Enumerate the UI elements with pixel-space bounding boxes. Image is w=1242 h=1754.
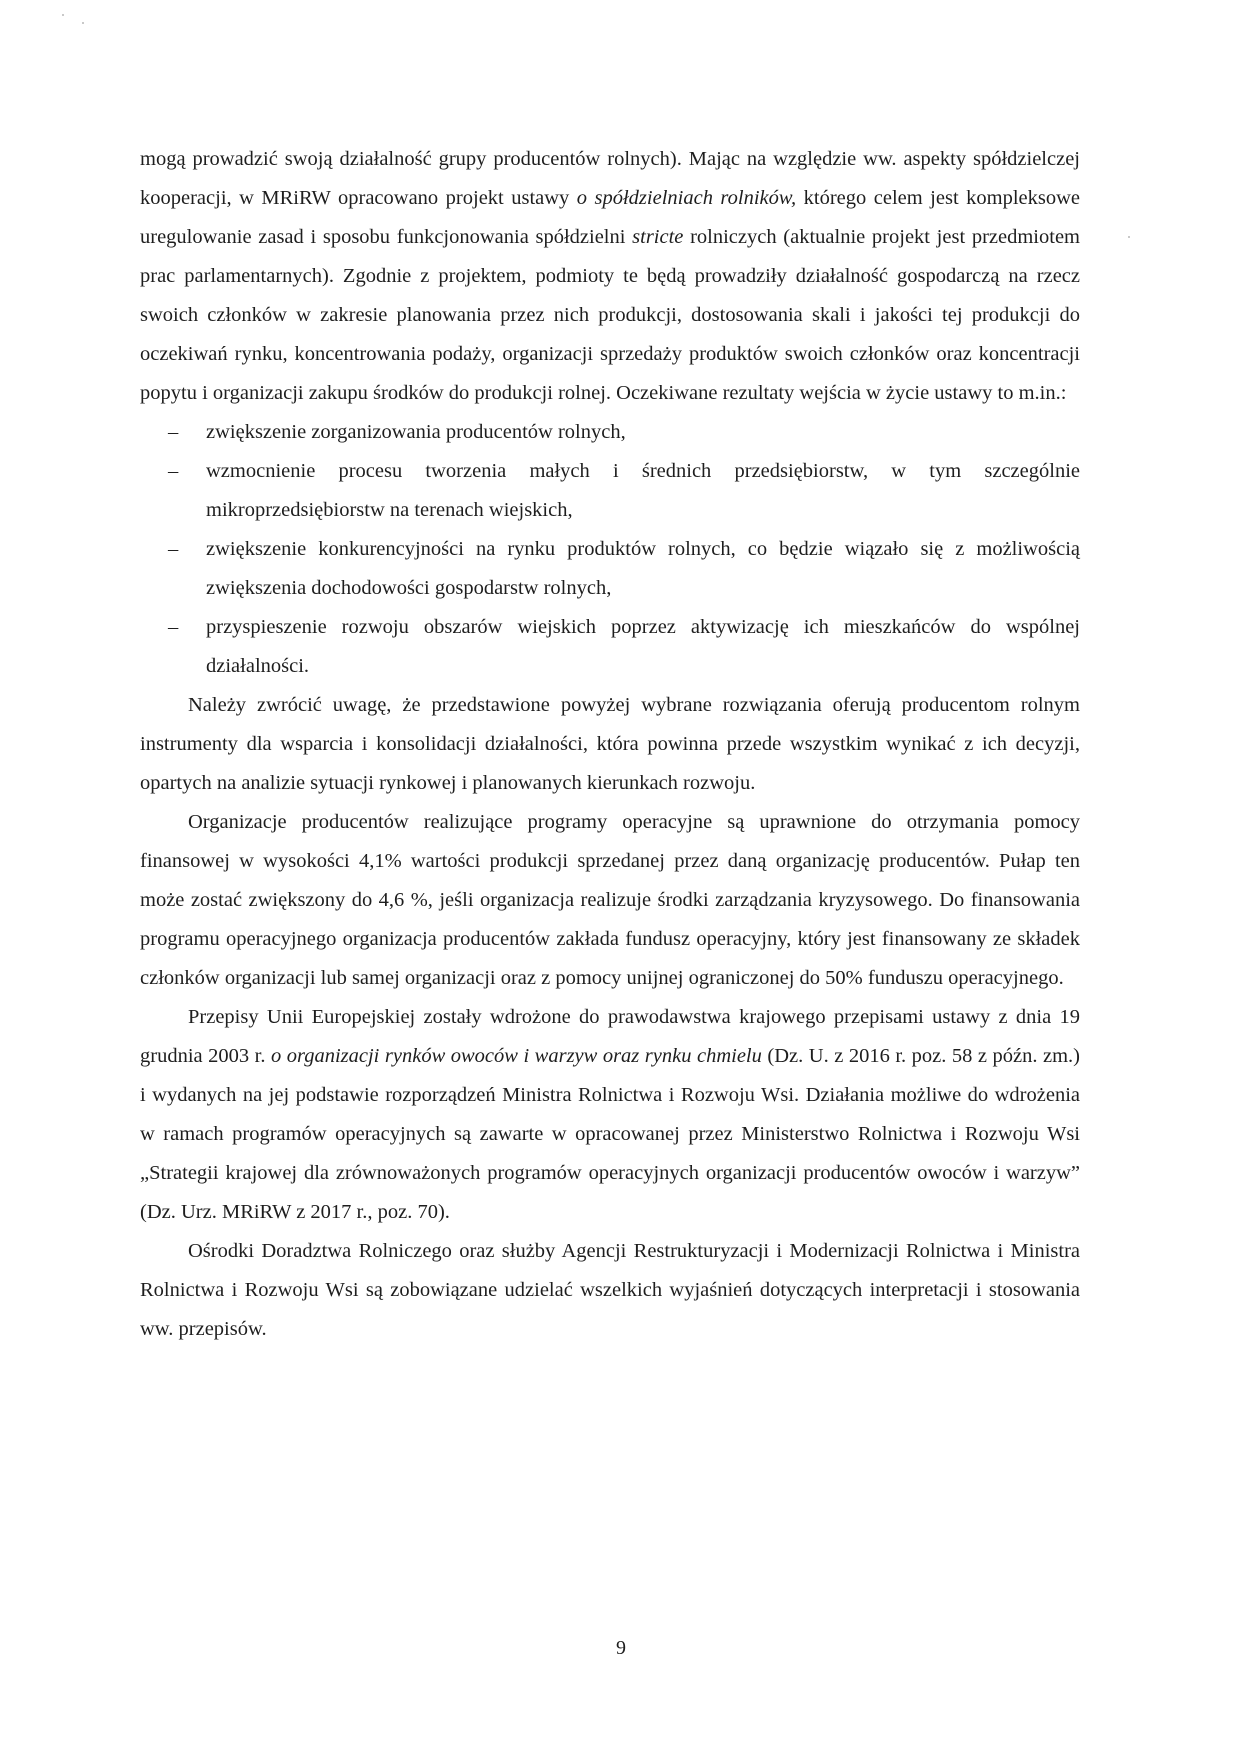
list-item: – zwiększenie zorganizowania producentów rolnych, [140,413,1080,452]
dash-marker: – [168,421,179,443]
paragraph-financial-aid: Organizacje producentów realizujące programy operacyjne są uprawnione do otrzymania pomocy finansowej w wysokości 4,1% wartości produkcji sprzedanej przez daną organizację producentów. Pułap ten może zostać zwiększony do 4,6 %, jeśli organizacja realizuje środki zarządzania kryzysowego. Do finansowania programu operacyjnego organizacja producentów zakłada fundusz operacyjny, który jest finansowany ze składek członków organizacji lub samej organizacji oraz z pomocy unijnej ograniczonej do 50% funduszu operacyjnego. [140,811,1080,989]
paragraph-instruments: Należy zwrócić uwagę, że przedstawione powyżej wybrane rozwiązania oferują producentom rolnym instrumenty dla wsparcia i konsolidacji działalności, która powinna przede wszystkim wynikać z ich decyzji, opartych na analizie sytuacji rynkowej i planowanych kierunkach rozwoju. [140,694,1080,794]
scan-speck [82,22,84,24]
act-title: o organizacji rynków owoców i warzyw oraz rynku chmielu [270,1045,762,1067]
paragraph-eu-regulations: Przepisy Unii Europejskiej zostały wdrożone do prawodawstwa krajowego przepisami ustawy z dnia 19 grudnia 2003 r. o organizacji rynków owoców i warzyw oraz rynku chmielu (Dz. U. z 2016 r. poz. 58 z późn. zm.) i wydanych na jej podstawie rozporządzeń Ministra Rolnictwa i Rozwoju Wsi. Działania możliwe do wdrożenia w ramach programów operacyjnych są zawarte w opracowanej przez Ministerstwo Rolnictwa i Rozwoju Wsi „Strategii krajowej dla zrównoważonych programów operacyjnych organizacji producentów owoców i warzyw” (Dz. Urz. MRiRW z 2017 r., poz. 70). [140,1006,1081,1223]
dash-marker: – [168,460,179,482]
paragraph-advisory: Ośrodki Doradztwa Rolniczego oraz służby Agencji Restrukturyzacji i Modernizacji Rolnictwa i Ministra Rolnictwa i Rozwoju Wsi są zobowiązane udzielać wszelkich wyjaśnień dotyczących interpretacji i stosowania ww. przepisów. [140,1240,1080,1340]
page-number: 9 [616,1637,626,1659]
scan-speck [1128,236,1130,238]
bill-title: o spółdzielniach rolników, [576,187,797,209]
document-body [140,140,1080,1349]
dash-marker: – [168,538,179,560]
scan-speck [62,14,64,16]
list-item: – zwiększenie konkurencyjności na rynku produktów rolnych, co będzie wiązało się z możliwością zwiększenia dochodowości gospodarstw rolnych, [140,530,1080,608]
latin-term: stricte [632,226,684,248]
dash-marker: – [168,616,179,638]
paragraph-cooperatives: mogą prowadzić swoją działalność grupy producentów rolnych). Mając na względzie ww. aspekty spółdzielczej kooperacji, w MRiRW opracowano projekt ustawy o spółdzielniach rolników, którego celem jest kompleksowe uregulowanie zasad i sposobu funkcjonowania spółdzielni stricte rolniczych (aktualnie projekt jest przedmiotem prac parlamentarnych). Zgodnie z projektem, podmioty te będą prowadziły działalność gospodarczą na rzecz swoich członków w zakresie planowania przez nich produkcji, dostosowania skali i jakości tej produkcji do oczekiwań rynku, koncentrowania podaży, organizacji sprzedaży produktów swoich członków oraz koncentracji popytu i organizacji zakupu środków do produkcji rolnej. Oczekiwane rezultaty wejścia w życie ustawy to m.in.: [140,148,1080,404]
list-item: – przyspieszenie rozwoju obszarów wiejskich poprzez aktywizację ich mieszkańców do wspólnej działalności. [140,608,1080,686]
list-item: – wzmocnienie procesu tworzenia małych i średnich przedsiębiorstw, w tym szczególnie mikroprzedsiębiorstw na terenach wiejskich, [140,452,1080,530]
expected-results-list [140,413,1080,686]
